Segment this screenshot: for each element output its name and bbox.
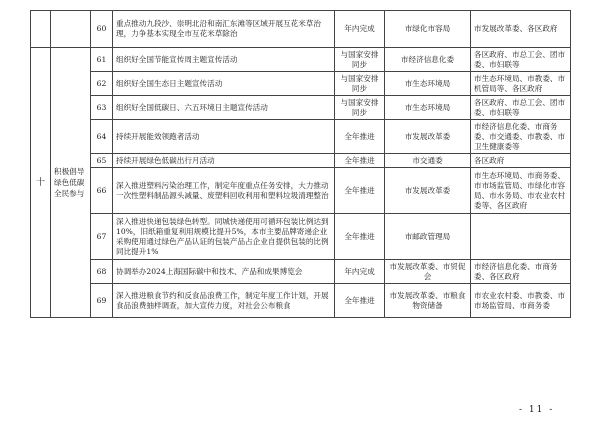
time-cell: 全年推进	[335, 284, 385, 318]
row-number: 65	[91, 154, 113, 168]
co-dept-cell: 市经济信息化委、市商务委、市交通委、市教委、市卫生健康委等	[471, 120, 571, 154]
co-dept-cell: 市农业农村委、市教委、市市场监管局、市商务委	[471, 284, 571, 318]
co-dept-cell: 市生态环境局、市教委、市机管局等、各区政府	[471, 72, 571, 96]
row-number: 66	[91, 168, 113, 214]
row-number: 61	[91, 48, 113, 72]
co-dept-cell: 各区政府	[471, 154, 571, 168]
lead-dept-cell: 市交通委	[385, 154, 471, 168]
table-row	[31, 72, 571, 96]
page-number: - 11 -	[519, 405, 555, 415]
co-dept-cell: 市发展改革委、各区政府	[471, 11, 571, 48]
lead-dept-cell: 市发展改革委	[385, 120, 471, 154]
time-cell: 年内完成	[335, 11, 385, 48]
task-cell: 组织好全国生态日主题宣传活动	[113, 72, 335, 96]
table-row	[31, 96, 571, 120]
table-row	[31, 11, 571, 48]
row-number: 67	[91, 214, 113, 260]
co-dept-cell: 各区政府、市总工会、团市委、市妇联等	[471, 96, 571, 120]
co-dept-cell	[471, 214, 571, 260]
table-row	[31, 214, 571, 260]
time-cell: 年内完成	[335, 260, 385, 284]
co-dept-cell: 市生态环境局、市商务委、市市场监管局、市绿化市容局、市水务局、市农业农村委等、各区政府	[471, 168, 571, 214]
lead-dept-cell: 市发展改革委	[385, 168, 471, 214]
time-cell: 全年推进	[335, 120, 385, 154]
lead-dept-cell: 市生态环境局	[385, 96, 471, 120]
task-cell: 组织好全国低碳日、六五环境日主题宣传活动	[113, 96, 335, 120]
task-cell: 深入推进塑料污染治理工作，制定年度重点任务安排，大力推动一次性塑料制品源头减量、废塑料回收利用和塑料垃圾清理整治	[113, 168, 335, 214]
table-row	[31, 168, 571, 214]
row-number: 60	[91, 11, 113, 48]
co-dept-cell: 市经济信息化委、市商务委、各区政府	[471, 260, 571, 284]
time-cell: 与国家安排同步	[335, 72, 385, 96]
time-cell: 全年推进	[335, 214, 385, 260]
task-cell: 组织好全国节能宣传周主题宣传活动	[113, 48, 335, 72]
task-cell: 持续开展能效领跑者活动	[113, 120, 335, 154]
task-cell: 协调举办2024上海国际碳中和技术、产品和成果博览会	[113, 260, 335, 284]
table-row	[31, 284, 571, 318]
table-row	[31, 154, 571, 168]
row-number: 68	[91, 260, 113, 284]
co-dept-cell: 各区政府、市总工会、团市委、市妇联等	[471, 48, 571, 72]
table-row	[31, 260, 571, 284]
row-number: 62	[91, 72, 113, 96]
row-number: 69	[91, 284, 113, 318]
table-row	[31, 120, 571, 154]
time-cell: 与国家安排同步	[335, 48, 385, 72]
lead-dept-cell: 市发展改革委、市粮食物资储备	[385, 284, 471, 318]
lead-dept-cell: 市绿化市容局	[385, 11, 471, 48]
task-cell: 持续开展绿色低碳出行月活动	[113, 154, 335, 168]
section-number: 十	[31, 48, 51, 318]
lead-dept-cell: 市经济信息化委	[385, 48, 471, 72]
section-title: 积极倡导绿色低碳全民参与	[51, 48, 91, 318]
task-table	[30, 10, 571, 318]
lead-dept-cell: 市邮政管理局	[385, 214, 471, 260]
row-number: 64	[91, 120, 113, 154]
task-cell: 深入推进粮食节约和反食品浪费工作，制定年度工作计划，开展食品浪费抽样调查，加大宣传力度，对社会公布粮食	[113, 284, 335, 318]
table-row	[31, 48, 571, 72]
task-cell: 重点推动九段沙、崇明北沿和南汇东滩等区域开展互花米草治理，力争基本实现全市互花米草除治	[113, 11, 335, 48]
task-cell: 深入推进快递包装绿色转型。同城快递使用可循环包装比例达到10%，旧纸箱重复利用规模比提升5%，本市主要品牌寄递企业采购使用通过绿色产品认证的包装产品占企业自提供包装的比例同比提升1%	[113, 214, 335, 260]
lead-dept-cell: 市发展改革委、市贸促会	[385, 260, 471, 284]
time-cell: 全年推进	[335, 154, 385, 168]
row-number: 63	[91, 96, 113, 120]
time-cell: 全年推进	[335, 168, 385, 214]
time-cell: 与国家安排同步	[335, 96, 385, 120]
lead-dept-cell: 市生态环境局	[385, 72, 471, 96]
